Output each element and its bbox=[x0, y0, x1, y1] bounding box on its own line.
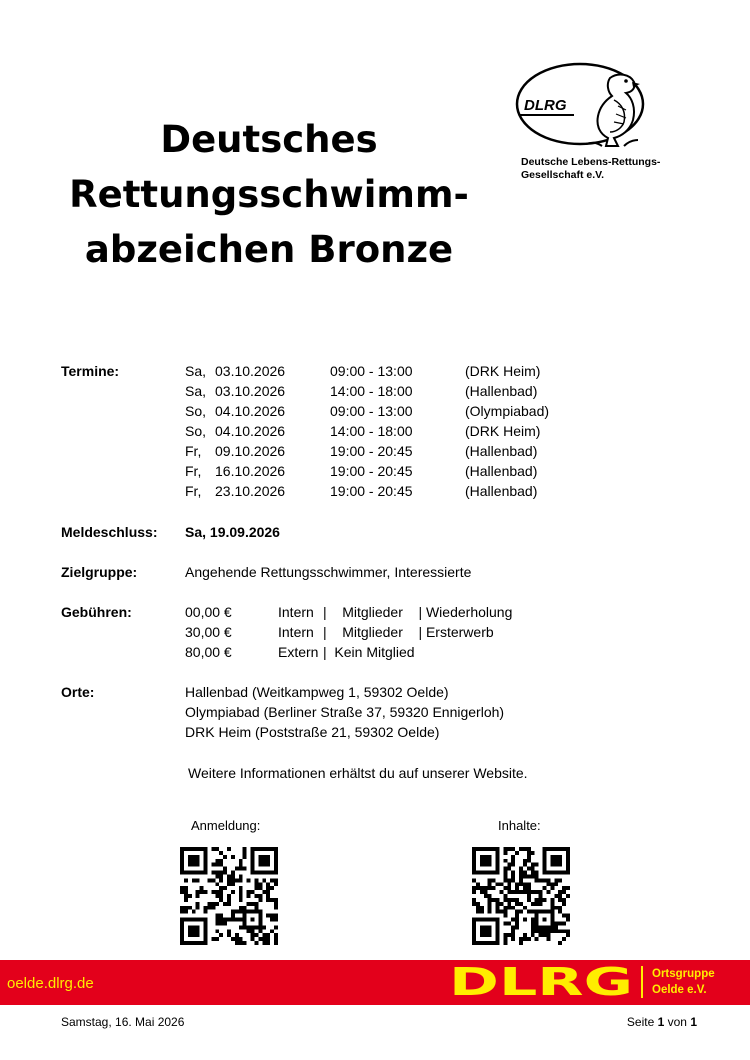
schedule-time: 14:00 - 18:00 bbox=[330, 423, 413, 439]
fee-details: | Kein Mitglied bbox=[323, 644, 415, 660]
schedule-place: (DRK Heim) bbox=[465, 363, 541, 379]
zielgruppe-value: Angehende Rettungsschwimmer, Interessierte bbox=[185, 564, 472, 580]
schedule-time: 19:00 - 20:45 bbox=[330, 463, 413, 479]
fee-amount: 80,00 € bbox=[185, 644, 232, 660]
footer-divider bbox=[641, 966, 643, 998]
page-total: 1 bbox=[690, 1015, 697, 1029]
logo-org-line-1: Deutsche Lebens-Rettungs- bbox=[521, 156, 661, 168]
schedule-date: 03.10.2026 bbox=[215, 383, 286, 399]
schedule-date: 04.10.2026 bbox=[215, 403, 286, 419]
page-mid: von bbox=[664, 1015, 691, 1029]
schedule-day: Fr, bbox=[185, 463, 202, 479]
schedule-day: So, bbox=[185, 403, 207, 419]
page-prefix: Seite bbox=[626, 1015, 658, 1029]
orte-line-1: Hallenbad (Weitkampweg 1, 59302 Oelde) bbox=[185, 684, 449, 700]
schedule-place: (Hallenbad) bbox=[465, 383, 538, 399]
schedule-time: 19:00 - 20:45 bbox=[330, 443, 413, 459]
footer-bar bbox=[0, 960, 750, 1005]
schedule-date: 16.10.2026 bbox=[215, 463, 286, 479]
schedule-place: (DRK Heim) bbox=[465, 423, 541, 439]
schedule-time: 09:00 - 13:00 bbox=[330, 403, 413, 419]
meldeschluss-value: Sa, 19.09.2026 bbox=[185, 524, 280, 540]
schedule-date: 23.10.2026 bbox=[215, 483, 286, 499]
page-current: 1 bbox=[657, 1015, 665, 1029]
logo-org-name bbox=[521, 156, 660, 182]
qr-left-label: Anmeldung: bbox=[191, 818, 261, 833]
footer-url-link[interactable]: oelde.dlrg.de bbox=[7, 975, 94, 992]
qr-code-inhalte[interactable] bbox=[472, 847, 570, 945]
info-text: Weitere Informationen erhältst du auf unserer Website. bbox=[188, 765, 528, 781]
qr-code-anmeldung[interactable] bbox=[180, 847, 278, 945]
footer-brand: DLRG bbox=[449, 966, 633, 998]
fee-amount: 30,00 € bbox=[185, 624, 232, 640]
schedule-place: (Hallenbad) bbox=[465, 463, 538, 479]
schedule-time: 14:00 - 18:00 bbox=[330, 383, 413, 399]
schedule-date: 03.10.2026 bbox=[215, 363, 286, 379]
schedule-date: 09.10.2026 bbox=[215, 443, 286, 459]
title-line-3: abzeichen Bronze bbox=[84, 228, 454, 271]
schedule-day: So, bbox=[185, 423, 207, 439]
orte-line-3: DRK Heim (Poststraße 21, 59302 Oelde) bbox=[185, 724, 440, 740]
footer-org-line-2: Oelde e.V. bbox=[652, 984, 707, 996]
fee-amount: 00,00 € bbox=[185, 604, 232, 620]
print-date: Samstag, 16. Mai 2026 bbox=[61, 1015, 185, 1029]
footer-org-name bbox=[652, 966, 715, 998]
schedule-place: (Hallenbad) bbox=[465, 483, 538, 499]
dlrg-wordmark-logo bbox=[448, 966, 634, 998]
logo-abbr: DLRG bbox=[524, 97, 567, 114]
meldeschluss-label: Meldeschluss: bbox=[61, 524, 158, 540]
schedule-place: (Olympiabad) bbox=[465, 403, 550, 419]
schedule-place: (Hallenbad) bbox=[465, 443, 538, 459]
fee-type: Extern bbox=[278, 644, 319, 660]
schedule-day: Sa, bbox=[185, 383, 207, 399]
schedule-day: Sa, bbox=[185, 363, 207, 379]
gebuehren-label: Gebühren: bbox=[61, 604, 132, 620]
page-number bbox=[627, 1015, 697, 1029]
title-line-1: Deutsches bbox=[160, 118, 378, 161]
logo-org-line-2: Gesellschaft e.V. bbox=[521, 169, 605, 181]
fee-details: | Mitglieder | Wiederholung bbox=[323, 604, 513, 620]
footer-org-line-1: Ortsgruppe bbox=[652, 968, 715, 980]
title-line-2: Rettungsschwimm- bbox=[69, 173, 469, 216]
schedule-day: Fr, bbox=[185, 483, 202, 499]
orte-line-2: Olympiabad (Berliner Straße 37, 59320 Ennigerloh) bbox=[185, 704, 505, 720]
qr-right-label: Inhalte: bbox=[498, 818, 541, 833]
fee-type: Intern bbox=[278, 604, 314, 620]
schedule-time: 19:00 - 20:45 bbox=[330, 483, 413, 499]
schedule-date: 04.10.2026 bbox=[215, 423, 286, 439]
schedule-time: 09:00 - 13:00 bbox=[330, 363, 413, 379]
zielgruppe-label: Zielgruppe: bbox=[61, 564, 138, 580]
page-title bbox=[60, 112, 478, 277]
schedule-day: Fr, bbox=[185, 443, 202, 459]
fee-details: | Mitglieder | Ersterwerb bbox=[323, 624, 494, 640]
termine-label: Termine: bbox=[61, 363, 120, 379]
fee-type: Intern bbox=[278, 624, 314, 640]
orte-label: Orte: bbox=[61, 684, 95, 700]
